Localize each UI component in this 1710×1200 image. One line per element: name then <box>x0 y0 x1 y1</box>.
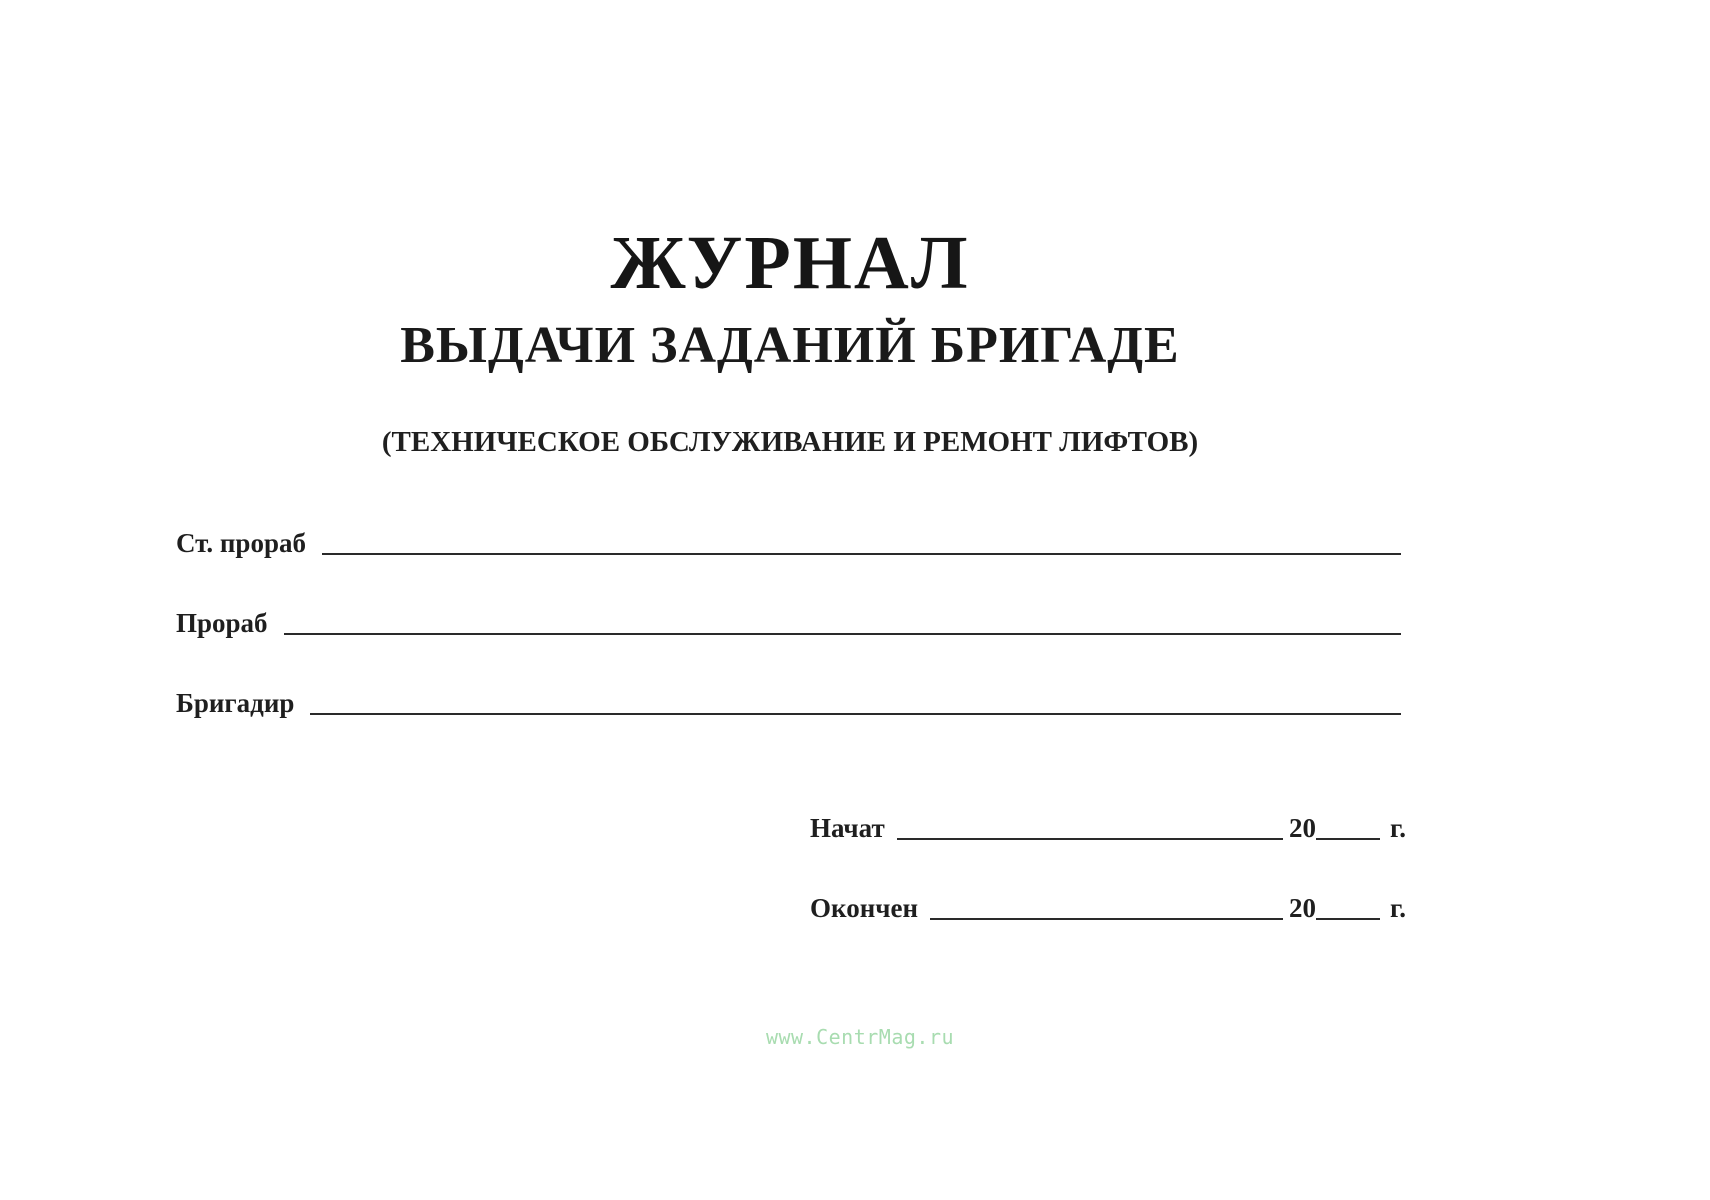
foreman-blank-line <box>284 633 1401 635</box>
senior-foreman-row <box>176 530 1401 557</box>
finished-date-row <box>810 895 1406 922</box>
senior-foreman-blank-line <box>322 553 1401 555</box>
senior-foreman-label: Ст. прораб <box>176 528 306 558</box>
brigadier-row <box>176 690 1401 717</box>
brigadier-blank-line <box>310 713 1401 715</box>
document-title: ЖУРНАЛ <box>610 221 970 305</box>
finished-label: Окончен <box>810 893 919 923</box>
started-year-blank-line <box>1316 838 1380 840</box>
watermark-text: www.CentrMag.ru <box>765 1025 955 1049</box>
started-year-suffix: г. <box>1390 813 1406 843</box>
finished-date-blank-line <box>930 918 1283 920</box>
document-parenthetical: (ТЕХНИЧЕСКОЕ ОБСЛУЖИВАНИЕ И РЕМОНТ ЛИФТОВ) <box>381 426 1199 458</box>
foreman-row <box>176 610 1401 637</box>
brigadier-label: Бригадир <box>176 688 295 718</box>
foreman-label: Прораб <box>176 608 268 638</box>
finished-year-prefix: 20 <box>1289 893 1317 923</box>
started-date-blank-line <box>897 838 1283 840</box>
started-label: Начат <box>810 813 885 843</box>
finished-year-blank-line <box>1316 918 1380 920</box>
started-year-prefix: 20 <box>1289 813 1317 843</box>
document-subtitle: ВЫДАЧИ ЗАДАНИЙ БРИГАДЕ <box>400 317 1180 374</box>
finished-year-suffix: г. <box>1390 893 1406 923</box>
started-date-row <box>810 815 1406 842</box>
